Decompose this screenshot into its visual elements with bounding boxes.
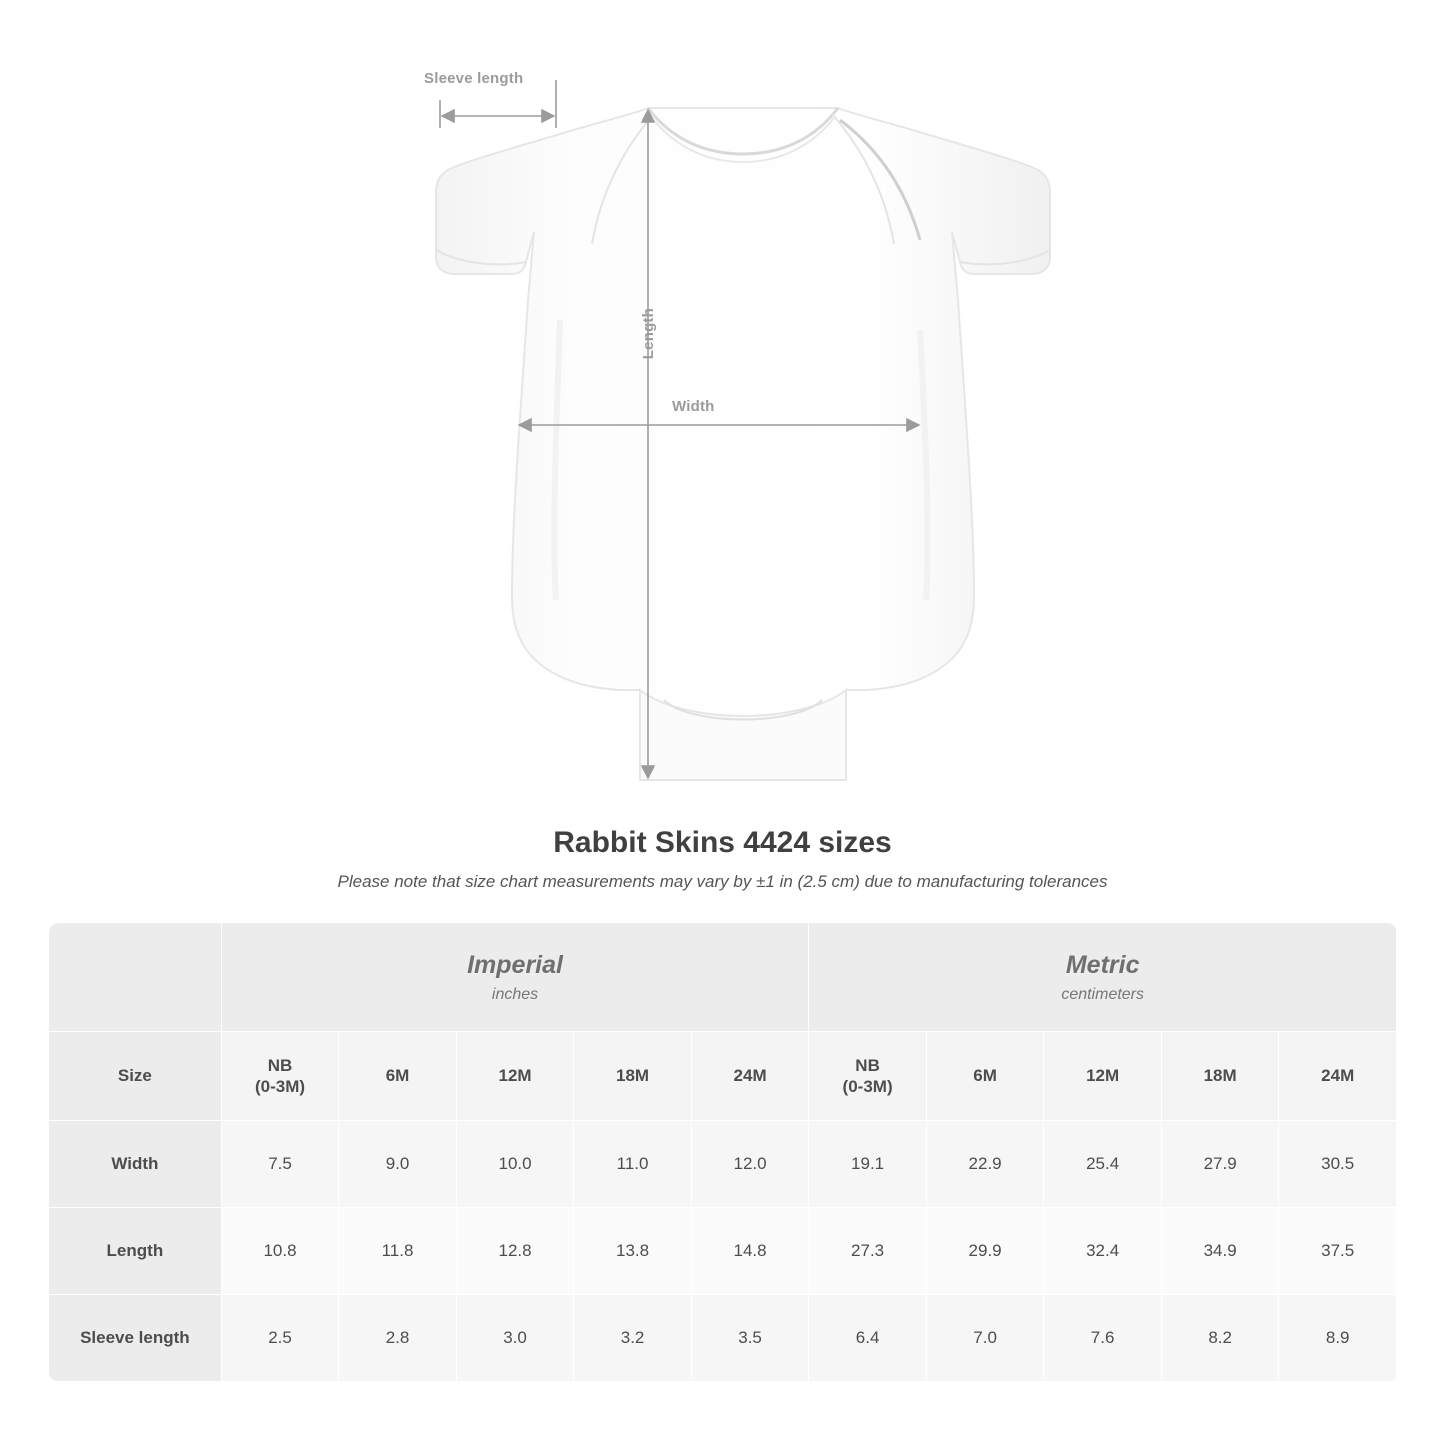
column-header-cell: 24M xyxy=(1279,1032,1397,1121)
unit-group-metric xyxy=(809,923,1397,1032)
unit-group-metric-sub: centimeters xyxy=(1061,986,1145,1003)
table-cell: 34.9 xyxy=(1161,1208,1279,1295)
column-header-row xyxy=(49,1032,1397,1121)
title-block xyxy=(0,826,1445,892)
column-header-cell xyxy=(809,1032,927,1121)
column-header-line2: (0-3M) xyxy=(254,1077,306,1096)
table-cell: 13.8 xyxy=(574,1208,692,1295)
table-corner-cell xyxy=(49,923,222,1032)
table-cell: 19.1 xyxy=(809,1121,927,1208)
table-cell: 7.6 xyxy=(1044,1295,1162,1382)
table-cell: 8.2 xyxy=(1161,1295,1279,1382)
column-header-line1: NB xyxy=(267,1055,293,1075)
column-header-cell: 6M xyxy=(339,1032,457,1121)
table-cell: 32.4 xyxy=(1044,1208,1162,1295)
row-label: Sleeve length xyxy=(49,1295,222,1382)
table-cell: 2.5 xyxy=(221,1295,339,1382)
table-cell: 3.2 xyxy=(574,1295,692,1382)
width-label: Width xyxy=(672,398,715,415)
table-cell: 10.0 xyxy=(456,1121,574,1208)
unit-group-row xyxy=(49,923,1397,1032)
table-cell: 22.9 xyxy=(926,1121,1044,1208)
tolerance-note: Please note that size chart measurements may vary by ±1 in (2.5 cm) due to manufacturing tolerances xyxy=(337,872,1108,891)
table-cell: 3.0 xyxy=(456,1295,574,1382)
size-table xyxy=(48,922,1397,1382)
table-cell: 27.9 xyxy=(1161,1121,1279,1208)
table-cell: 11.0 xyxy=(574,1121,692,1208)
table-cell: 9.0 xyxy=(339,1121,457,1208)
table-cell: 30.5 xyxy=(1279,1121,1397,1208)
table-cell: 37.5 xyxy=(1279,1208,1397,1295)
unit-group-metric-name: Metric xyxy=(1065,951,1140,979)
table-cell: 2.8 xyxy=(339,1295,457,1382)
table-cell: 3.5 xyxy=(691,1295,809,1382)
table-cell: 12.8 xyxy=(456,1208,574,1295)
table-cell: 14.8 xyxy=(691,1208,809,1295)
table-cell: 12.0 xyxy=(691,1121,809,1208)
table-row xyxy=(49,1121,1397,1208)
column-header-cell: 12M xyxy=(456,1032,574,1121)
table-cell: 7.5 xyxy=(221,1121,339,1208)
table-cell: 8.9 xyxy=(1279,1295,1397,1382)
unit-group-imperial-name: Imperial xyxy=(467,951,563,979)
table-cell: 7.0 xyxy=(926,1295,1044,1382)
table-row xyxy=(49,1295,1397,1382)
table-cell: 29.9 xyxy=(926,1208,1044,1295)
bodysuit-body xyxy=(436,108,1050,780)
row-label: Length xyxy=(49,1208,222,1295)
table-cell: 25.4 xyxy=(1044,1121,1162,1208)
column-header-line2: (0-3M) xyxy=(842,1077,893,1096)
table-cell: 6.4 xyxy=(809,1295,927,1382)
table-cell: 11.8 xyxy=(339,1208,457,1295)
size-table-wrapper xyxy=(48,922,1397,1382)
column-header-cell: 18M xyxy=(574,1032,692,1121)
unit-group-imperial xyxy=(221,923,809,1032)
table-row xyxy=(49,1208,1397,1295)
length-label: Length xyxy=(640,308,657,360)
page-title: Rabbit Skins 4424 sizes xyxy=(553,826,892,859)
unit-group-imperial-sub: inches xyxy=(491,986,539,1003)
column-header-cell xyxy=(221,1032,339,1121)
column-header-line1: NB xyxy=(855,1055,880,1075)
column-header-cell: 12M xyxy=(1044,1032,1162,1121)
table-cell: 10.8 xyxy=(221,1208,339,1295)
column-header-cell: 6M xyxy=(926,1032,1044,1121)
row-header-label: Size xyxy=(49,1032,222,1121)
sleeve-length-label: Sleeve length xyxy=(424,70,524,87)
row-label: Width xyxy=(49,1121,222,1208)
column-header-cell: 18M xyxy=(1161,1032,1279,1121)
table-cell: 27.3 xyxy=(809,1208,927,1295)
column-header-cell: 24M xyxy=(691,1032,809,1121)
